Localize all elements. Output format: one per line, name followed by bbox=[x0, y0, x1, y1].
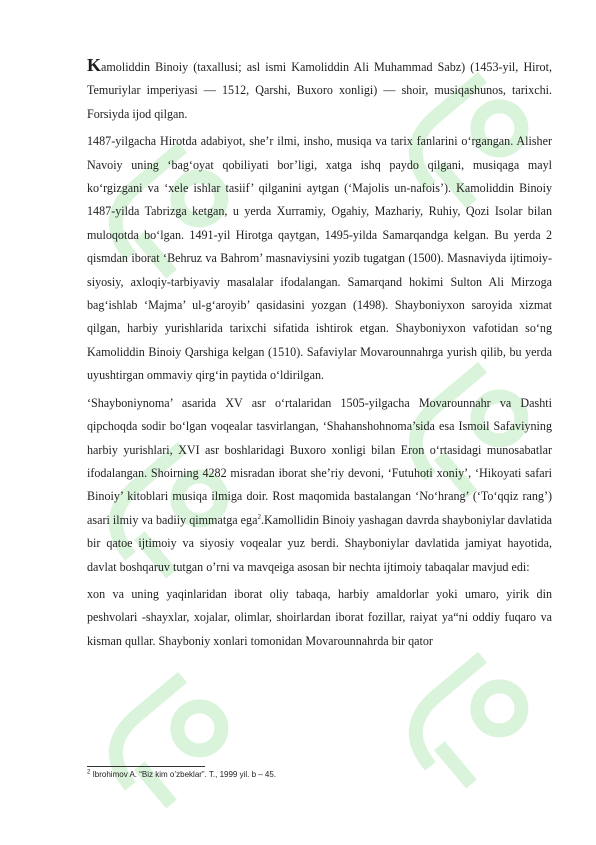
footnote-divider bbox=[87, 766, 205, 767]
drop-cap: K bbox=[87, 55, 102, 75]
paragraph-text: .Kamollidin Binoiy yashagan davrda shayboniylar davlatida bir qatoe ijtimoiy va siyosiy voqealar yuz berdi. Shayboniylar davlatida jamiyat hayotida, davlat boshqaruv tutgan o’rni va mavqeiga asosan bir nechta ijtimoiy tabaqalar mavjud edi: bbox=[87, 512, 552, 574]
paragraph-social-classes: xon va uning yaqinlaridan iborat oliy tabaqa, harbiy amaldorlar yoki umaro, yirik din peshvolari -shayxlar, xojalar, olimlar, shoirlardan iborat fozillar, raiyat ya“ni oddiy fuqaro va kisman qullar. Shayboniy xonlari tomonidan Movarounnahrda bir qator bbox=[87, 586, 552, 648]
watermark-logo bbox=[70, 640, 270, 840]
footnote-text: Ibrohimov A. “Biz kim o’zbeklar”. T., 1999 yil. b – 45. bbox=[90, 770, 277, 779]
paragraph-intro bbox=[87, 56, 552, 126]
footnote bbox=[87, 770, 552, 779]
article-body bbox=[87, 56, 552, 657]
paragraph-biography: 1487-yilgacha Hirotda adabiyot, she’r ilmi, insho, musiqa va tarix fanlarini o‘rgangan. Alisher Navoiy uning ‘bag‘oyat qobiliyati bor’ligi, xatga ishq paydo qilgani, musiqaga mayl ko‘rgizgani va ‘xele ishlar tasiif’ qilganini aytgan (‘Majolis un-nafois’). Kamoliddin Binoiy 1487-yilda Tabrizga ketgan, u yerda Xurramiy, Ogahiy, Mazhariy, Ruhiy, Qozi Isolar bilan muloqotda bo‘lgan. 1491-yil Hirotga qaytgan, 1495-yilda Samarqandga kelgan. Bu yerda 2 qismdan iborat ‘Behruz va Bahrom’ masnaviysini yozib tugatgan (1500). Masnaviyda ijtimoiy-siyosiy, axloqiy-tarbiyaviy masalalar ifodalangan. Samarqand hokimi Sulton Ali Mirzoga bag‘ishlab ‘Majma’ ul-g‘aroyib’ qasidasini yozgan (1498). Shayboniyxon saroyida xizmat qilgan, harbiy yurishlarida tarixchi sifatida ishtirok etgan. Shayboniyxon vafotidan so‘ng Kamoliddin Binoiy Qarshiga kelgan (1510). Safaviylar Movarounnahrga yurish qilib, bu yerda uyushtirgan ommaviy qirg‘in paytida o‘ldirilgan. bbox=[87, 134, 552, 383]
footnote-marker: 2 bbox=[87, 769, 91, 776]
paragraph-works bbox=[87, 392, 552, 579]
paragraph-text: amoliddin Binoiy (taxallusi; asl ismi Kamoliddin Ali Muhammad Sabz) (1453-yil, Hirot, Temuriylar imperiyasi — 1512, Qarshi, Buxoro xonligi) — shoir, musiqashunos, tarixchi. Forsiyda ijod qilgan. bbox=[87, 60, 552, 121]
paragraph-text: ‘Shayboniynoma’ asarida XV asr o‘rtalaridan 1505-yilgacha Movarounnahr va Dashti qipchoqda sodir bo‘lgan voqealar tasvirlangan, ‘Shahanshohnoma’sida esa Ismoil Safaviyning harbiy yurishlari, XVI asr boshlaridagi Buxoro xonligi bilan Eron o‘rtasidagi munosabatlar ifodalangan. Shoirning 4282 misradan iborat she’riy devoni, ‘Futuhoti xoniy’, ‘Hikoyati safari Binoiy’ kitoblari musiqa ilmiga doir. Rost maqomida bastalangan ‘No‘hrang’ (‘To‘qqiz rang’) asari ilmiy va badiiy qimmatga ega bbox=[87, 395, 552, 527]
footnote-reference[interactable]: 2 bbox=[257, 512, 261, 521]
